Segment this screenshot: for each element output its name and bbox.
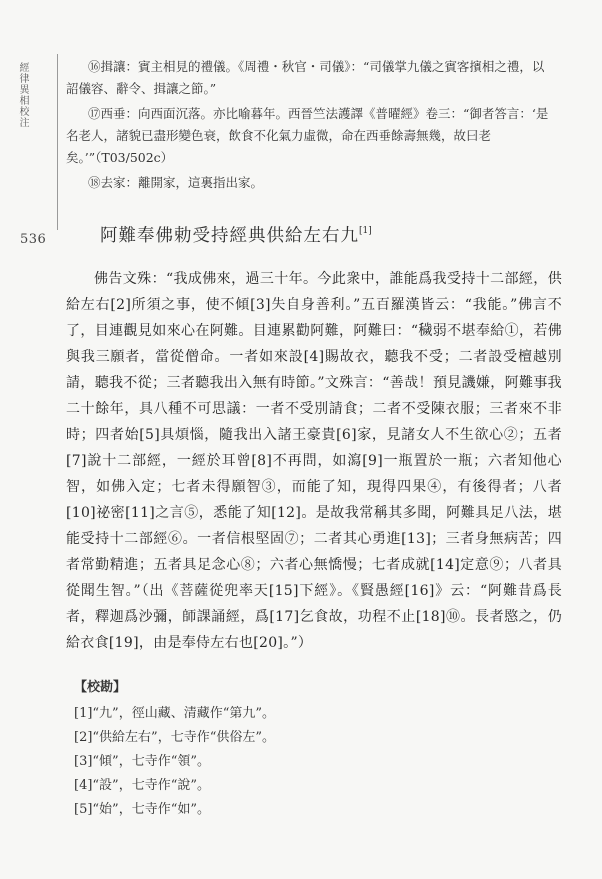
page-number: 536 [20,232,47,247]
collation-item: [2]“供給左右”，七寺作“供俗左”。 [74,730,275,745]
running-head: 經律異相校注 [17,62,28,128]
chapter-title [100,222,560,247]
collation-item: [5]“始”，七寺作“如”。 [74,802,210,817]
collation-title: 【校勘】 [74,680,127,695]
chapter-title-text: 阿難奉佛勅受持經典供給左右九 [100,226,359,246]
footnotes-continued [66,56,556,197]
collation-notes [74,676,554,822]
note-18: ⑱去家：離開家，這裏指出家。 [88,175,264,190]
collation-item: [1]“九”，徑山藏、清藏作“第九”。 [74,706,275,721]
body-text: 佛告文殊：“我成佛來，過三十年。今此衆中，誰能爲我受持十二部經，供給左右[2]所須之事，使不傾[3]失自身善利。”五百羅漢皆云：“我能。”佛言不了，目連觀見如來心在阿難。目連累勸阿難，阿難曰：“穢弱不堪奉給①，若佛與我三願者，當從僧命。一者如來設[4]賜故衣，聽我不受；二者設受檀越別請，聽我不從；三者聽我出入無有時節。”文殊言：“善哉！預見譏嫌，阿難事我二十餘年，具八種不可思議：一者不受別請食；二者不受陳衣服；三者來不非時；四者始[5]具煩惱，隨我出入諸王豪貴[6]家，見諸女人不生欲心②；五者[7]說十二部經，一經於耳曾[8]不再問，如瀉[9]一瓶置於一瓶；六者知他心智，如佛入定；七者未得願智③，而能了知，現得四果④，有後得者；八者[10]祕密[11]之言⑤，悉能了知[12]。是故我常稱其多聞，阿難具足八法，堪能受持十二部經⑥。一者信根堅固⑦；二者其心勇進[13]；三者身無病苦；四者常勤精進；五者具足念心⑧；六者心無憍慢；七者成就[14]定意⑨；八者具從聞生智。”（出《菩薩從兜率天[15]下經》。《賢愚經[16]》云：“阿難昔爲長者，釋迦爲沙彌，師課誦經，爲[17]乞食故，功程不止[18]⑩。長者愍之，仍給衣食[19]，由是奉侍左右也[20]。”） [66,271,562,651]
note-17: ⑰西垂：向西面沉落。亦比喻暮年。西晉竺法護譯《普曜經》卷三：“御者答言：‘是名老人，諸貌已盡形變色衰，飲食不化氣力虛微，命在西垂餘壽無幾，故曰老矣。’”（T03/502c） [66,106,549,165]
note-16: ⑯揖讓：賓主相見的禮儀。《周禮・秋官・司儀》：“司儀掌九儀之賓客擯相之禮，以詔儀容、辭令、揖讓之節。” [66,59,545,96]
chapter-title-note-ref: [1] [359,226,372,236]
collation-item: [4]“設”，七寺作“說”。 [74,778,210,793]
margin-rule [57,54,58,230]
collation-item: [3]“傾”，七寺作“領”。 [74,754,210,769]
